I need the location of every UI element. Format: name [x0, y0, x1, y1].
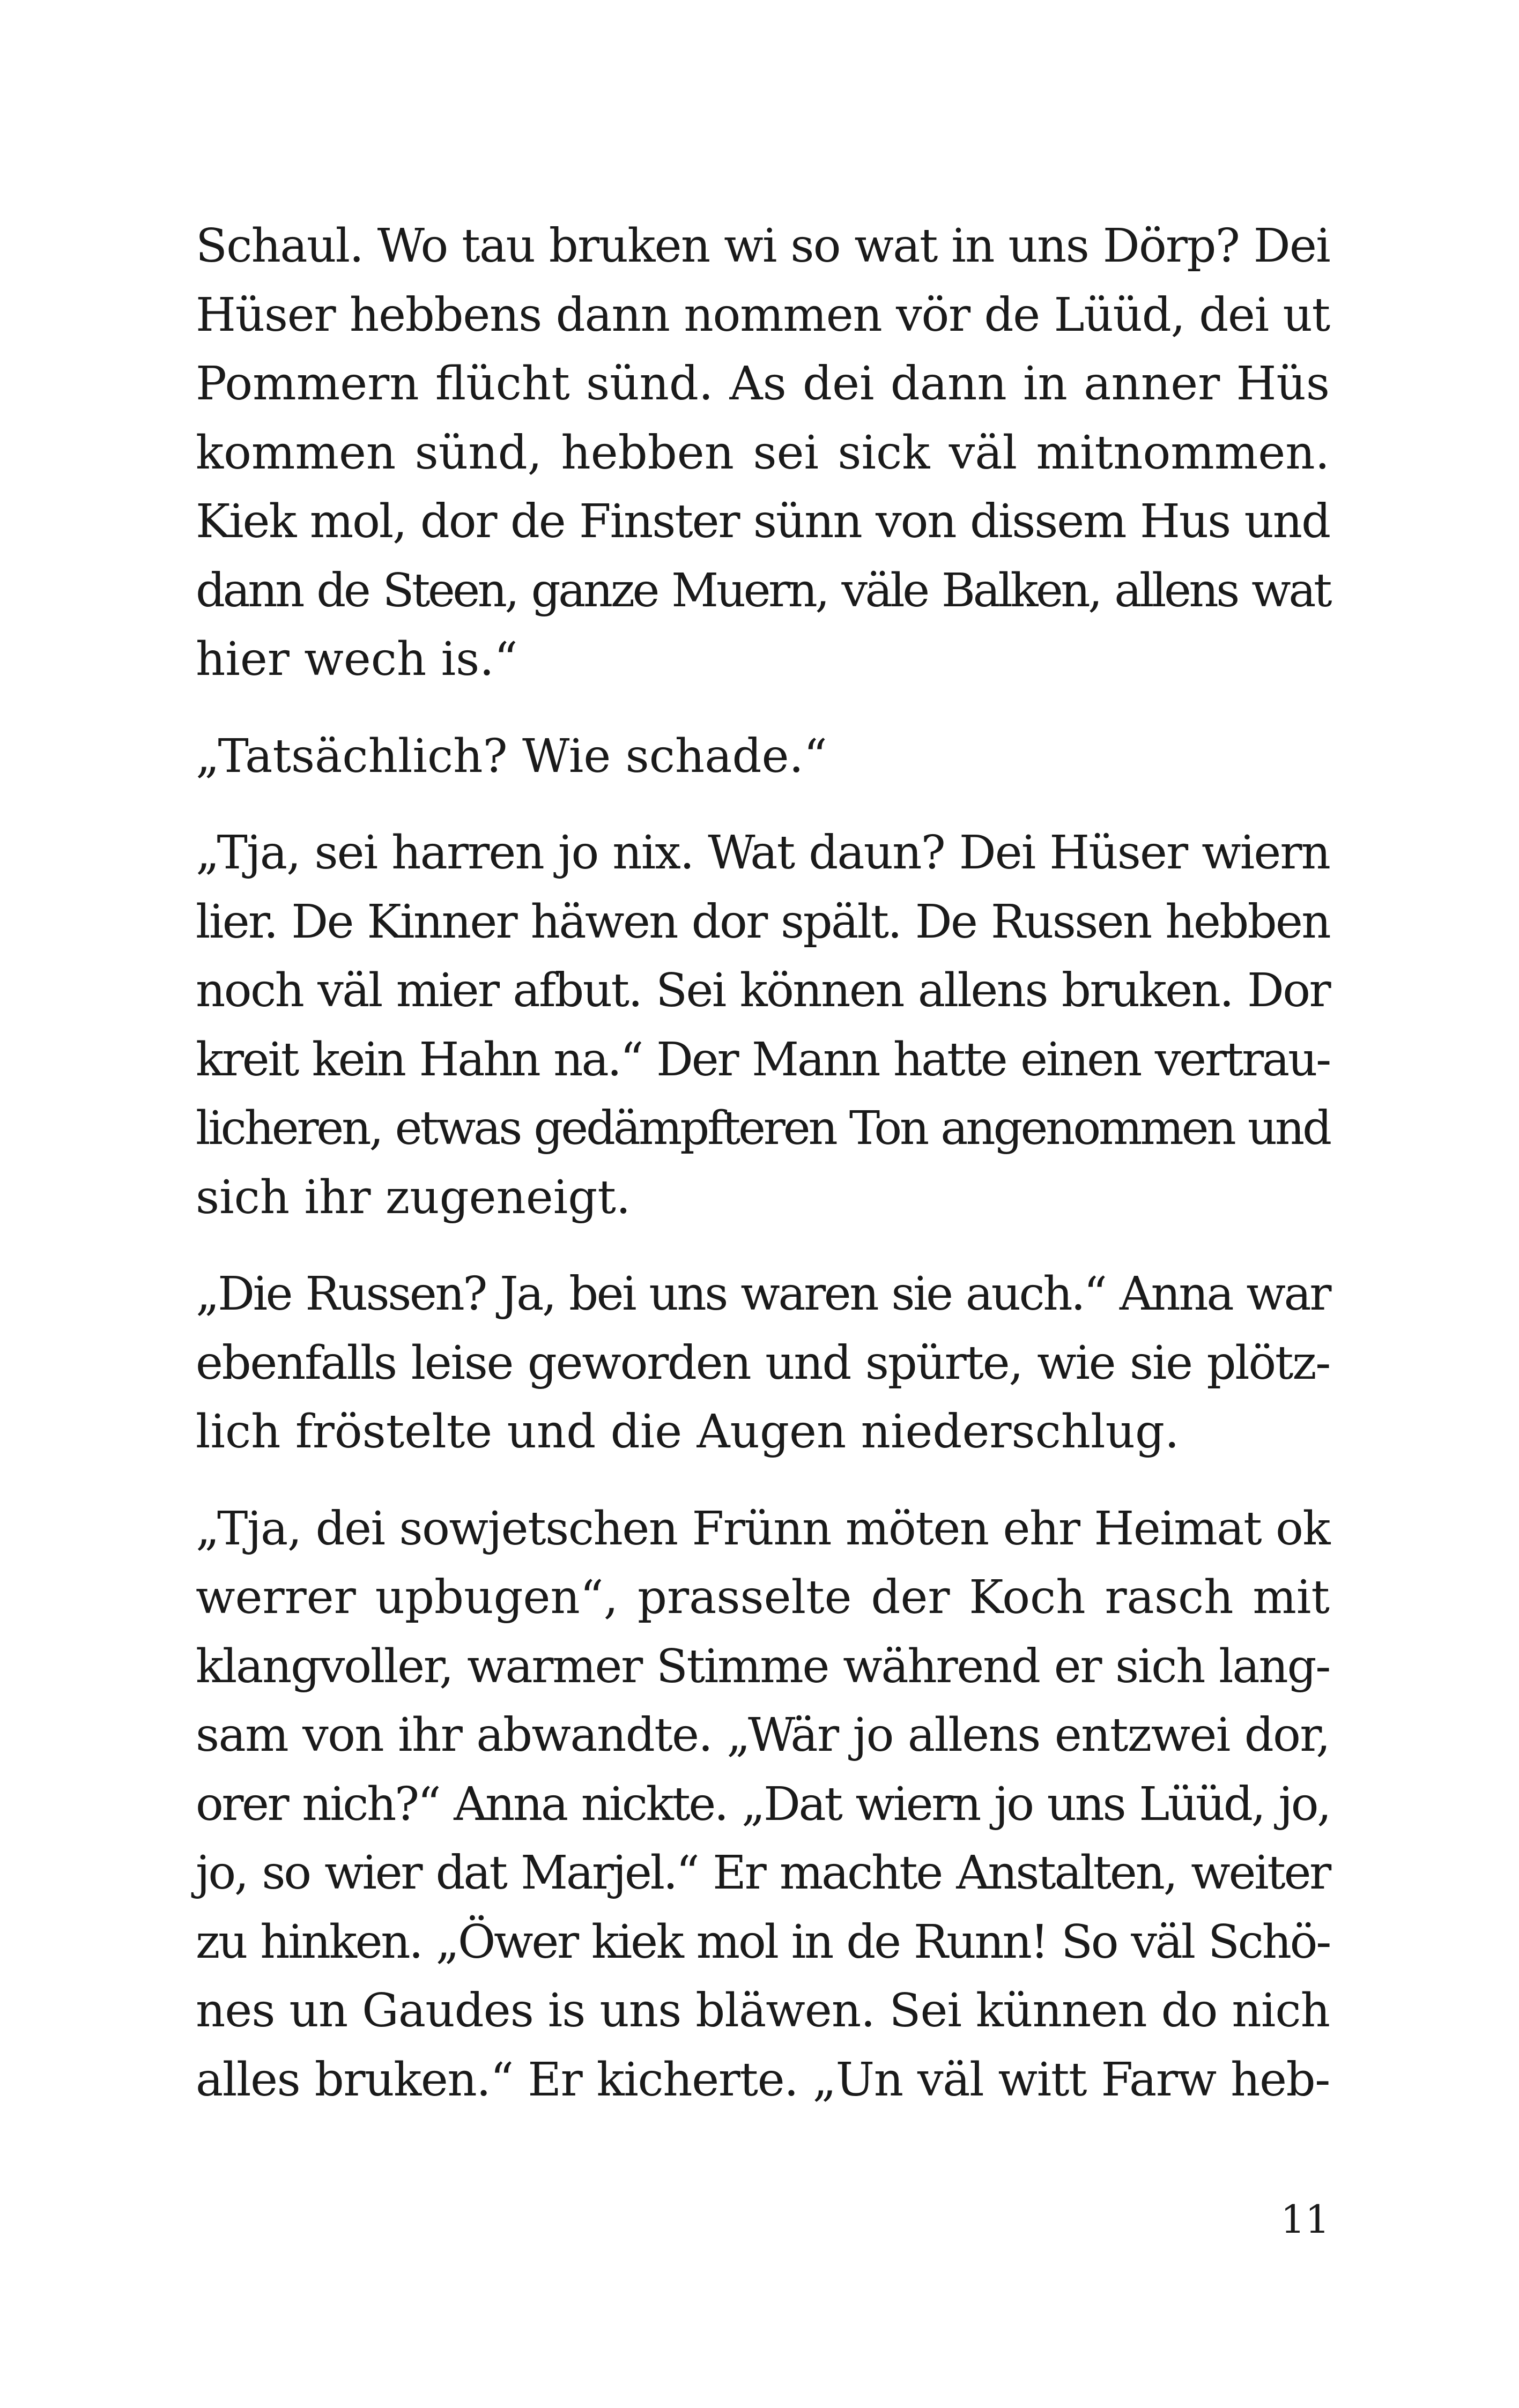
paragraph-gap: [196, 791, 1330, 819]
text-line: „Tja, dei sowjetschen Frünn möten ehr Heimat ok: [196, 1502, 1330, 1556]
paragraph-gap: [196, 1467, 1330, 1495]
text-line: sam von ihr abwandte. „Wär jo allens entzwei dor,: [196, 1708, 1330, 1762]
text-line: lich fröstelte und die Augen niederschlug.: [196, 1405, 1180, 1459]
text-line: orer nich?“ Anna nickte. „Dat wiern jo uns Lüüd, jo,: [196, 1777, 1330, 1831]
paragraph-gap: [196, 1232, 1330, 1260]
paragraph: [196, 212, 1330, 694]
text-line: sich ihr zugeneigt.: [196, 1170, 631, 1224]
text-line: „Tja, sei harren jo nix. Wat daun? Dei Hüser wiern: [196, 826, 1330, 880]
text-line: alles bruken.“ Er kicherte. „Un väl witt Farw heb-: [196, 2053, 1330, 2107]
text-line: hier wech is.“: [196, 633, 518, 686]
text-line: ebenfalls leise geworden und spürte, wie sie plötz-: [196, 1336, 1330, 1390]
text-line: „Die Russen? Ja, bei uns waren sie auch.“ Anna war: [196, 1267, 1330, 1321]
paragraph: [196, 722, 1330, 791]
text-line: Kiek mol, dor de Finster sünn von dissem Hus und: [196, 495, 1330, 548]
paragraph: [196, 1495, 1330, 2115]
paragraph: [196, 1260, 1330, 1467]
body-text: [196, 212, 1330, 2114]
text-line: jo, so wier dat Marjel.“ Er machte Anstalten, weiter: [196, 1846, 1330, 1900]
text-line: zu hinken. „Öwer kiek mol in de Runn! So väl Schö-: [196, 1915, 1330, 1969]
text-line: licheren, etwas gedämpfteren Ton angenommen und: [196, 1102, 1330, 1155]
text-line: werrer upbugen“, prasselte der Koch rasch mit: [196, 1571, 1330, 1624]
paragraph-gap: [196, 694, 1330, 722]
text-line: „Tatsächlich? Wie schade.“: [196, 729, 827, 783]
text-line: Schaul. Wo tau bruken wi so wat in uns Dörp? Dei: [196, 219, 1330, 273]
text-line: nes un Gaudes is uns bläwen. Sei künnen do nich: [196, 1984, 1330, 2038]
text-line: Hüser hebbens dann nommen vör de Lüüd, dei ut: [196, 288, 1330, 342]
text-line: lier. De Kinner häwen dor spält. De Russen hebben: [196, 895, 1330, 949]
text-line: dann de Steen, ganze Muern, väle Balken, allens wat: [196, 563, 1330, 618]
text-line: kreit kein Hahn na.“ Der Mann hatte einen vertrau-: [196, 1032, 1330, 1087]
page-number: 11: [1280, 2197, 1330, 2242]
text-line: kommen sünd, hebben sei sick väl mitnommen.: [196, 426, 1330, 480]
text-line: klangvoller, warmer Stimme während er sich lang-: [196, 1639, 1330, 1693]
paragraph: [196, 819, 1330, 1232]
text-line: noch väl mier afbut. Sei können allens bruken. Dor: [196, 964, 1330, 1017]
text-line: Pommern flücht sünd. As dei dann in anner Hüs: [196, 357, 1330, 411]
